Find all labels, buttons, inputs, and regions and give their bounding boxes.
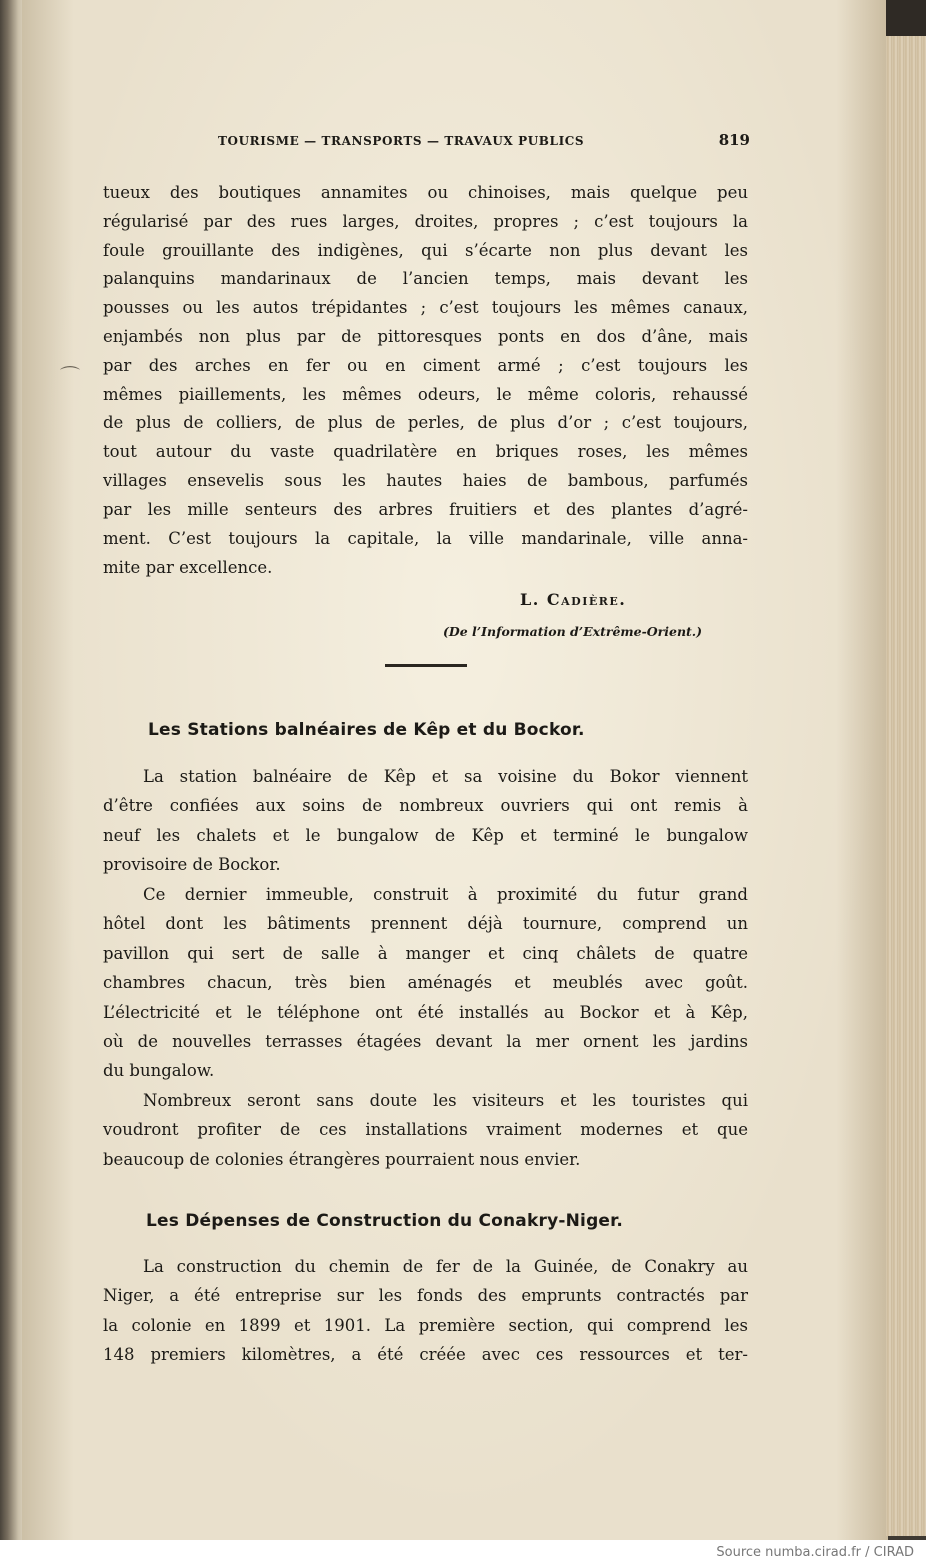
- text-line: hôtel dont les bâtiments prennent déjà tournure, comprend un: [103, 914, 748, 933]
- text-line: La construction du chemin de fer de la Guinée, de Conakry au: [143, 1257, 748, 1276]
- text-line: la colonie en 1899 et 1901. La première section, qui comprend les: [103, 1316, 748, 1335]
- text-line: villages ensevelis sous les hautes haies de bambous, parfumés: [103, 471, 748, 490]
- text-line: Ce dernier immeuble, construit à proximité du futur grand: [143, 885, 748, 904]
- text-line: du bungalow.: [103, 1061, 215, 1080]
- page-header: [218, 131, 750, 154]
- text-line: tueux des boutiques annamites ou chinoises, mais quelque peu: [103, 183, 748, 202]
- page-stack-edge: [886, 36, 926, 1536]
- text-line: où de nouvelles terrasses étagées devant la mer ornent les jardins: [103, 1032, 748, 1051]
- section-title: Les Dépenses de Construction du Conakry-Niger.: [146, 1211, 623, 1231]
- text-line: La station balnéaire de Kêp et sa voisine du Bokor viennent: [143, 767, 748, 786]
- text-line: mite par excellence.: [103, 558, 273, 577]
- text-line: neuf les chalets et le bungalow de Kêp et terminé le bungalow: [103, 826, 748, 845]
- page-number: 819: [718, 131, 750, 149]
- text-line: pousses ou les autos trépidantes ; c’est toujours les mêmes canaux,: [103, 298, 748, 317]
- text-line: pavillon qui sert de salle à manger et cinq châlets de quatre: [103, 944, 748, 963]
- text-line: régularisé par des rues larges, droites, propres ; c’est toujours la: [103, 212, 748, 231]
- margin-mark-icon: ⌒: [60, 364, 80, 388]
- text-line: par les mille senteurs des arbres fruitiers et des plantes d’agré-: [103, 500, 748, 519]
- text-line: par des arches en fer ou en ciment armé ; c’est toujours les: [103, 356, 748, 375]
- text-line: beaucoup de colonies étrangères pourraient nous envier.: [103, 1150, 581, 1169]
- text-line: Nombreux seront sans doute les visiteurs et les touristes qui: [143, 1091, 748, 1110]
- author-signature: L. Cadière.: [520, 590, 627, 609]
- text-line: chambres chacun, très bien aménagés et meublés avec goût.: [103, 973, 748, 992]
- text-line: tout autour du vaste quadrilatère en briques roses, les mêmes: [103, 442, 748, 461]
- text-line: L’électricité et le téléphone ont été installés au Bockor et à Kêp,: [103, 1003, 748, 1022]
- running-head: TOURISME — TRANSPORTS — TRAVAUX PUBLICS: [218, 134, 585, 148]
- source-citation: (De l’Information d’Extrême-Orient.): [443, 624, 703, 639]
- text-line: de plus de colliers, de plus de perles, de plus d’or ; c’est toujours,: [103, 413, 748, 432]
- text-line: palanquins mandarinaux de l’ancien temps, mais devant les: [103, 269, 748, 288]
- text-line: 148 premiers kilomètres, a été créée avec ces ressources et ter-: [103, 1345, 748, 1364]
- text-line: enjambés non plus par de pittoresques ponts en dos d’âne, mais: [103, 327, 748, 346]
- source-credit: Source numba.cirad.fr / CIRAD: [716, 1545, 914, 1560]
- text-line: Niger, a été entreprise sur les fonds des emprunts contractés par: [103, 1286, 748, 1305]
- text-line: voudront profiter de ces installations vraiment modernes et que: [103, 1120, 748, 1139]
- text-line: d’être confiées aux soins de nombreux ouvriers qui ont remis à: [103, 796, 748, 815]
- section-divider: [385, 664, 467, 667]
- page-edge-shadow: [886, 0, 926, 36]
- text-line: ment. C’est toujours la capitale, la ville mandarinale, ville anna-: [103, 529, 748, 548]
- text-line: mêmes piaillements, les mêmes odeurs, le même coloris, rehaussé: [103, 385, 748, 404]
- text-line: foule grouillante des indigènes, qui s’écarte non plus devant les: [103, 241, 748, 260]
- section-title: Les Stations balnéaires de Kêp et du Bockor.: [148, 720, 585, 740]
- text-line: provisoire de Bockor.: [103, 855, 281, 874]
